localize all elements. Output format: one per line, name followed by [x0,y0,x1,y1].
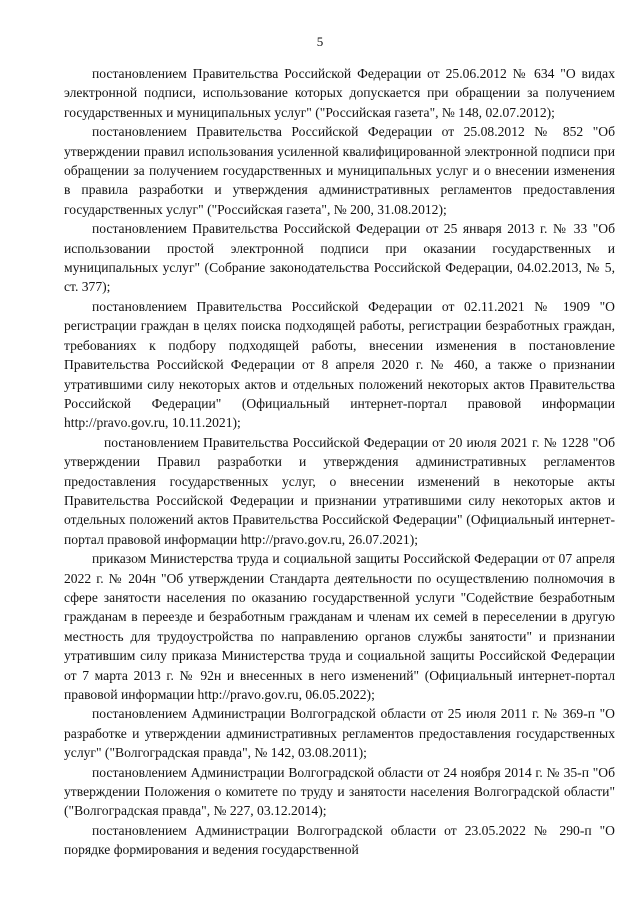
paragraph-decree-1228: постановлением Правительства Российской Федерации от 20 июля 2021 г. № 1228 "Об утверждении Правил разработки и утверждения административных регламентов предоставления государственных услуг, о внесении изменений в некоторые акты Правительства Российской Федерации и признании утратившими силу некоторых актов и отдельных положений актов Правительства Российской Федерации" (Официальный интернет-портал правовой информации http://pravo.gov.ru, 26.07.2021); [64,434,615,547]
paragraph-decree-290p: постановлением Администрации Волгоградской области от 23.05.2022 № 290-п "О порядке формирования и ведения государственной [64,822,615,858]
paragraph-order-204n: приказом Министерства труда и социальной защиты Российской Федерации от 07 апреля 2022 г. № 204н "Об утверждении Стандарта деятельности по осуществлению полномочия в сфере занятости населения по оказанию государственной услуги "Содействие безработным гражданам в переезде и безработным гражданам и членам их семей в переселении в другую местность для трудоустройства по направлению органов службы занятости" и признании утратившим силу приказа Министерства труда и социальной защиты Российской Федерации от 7 марта 2013 г. № 92н и внесенных в него изменений" (Официальный интернет-портал правовой информации http://pravo.gov.ru, 06.05.2022); [64,551,615,702]
document-body [64,64,615,860]
page-number: 5 [316,34,324,49]
paragraph-decree-33: постановлением Правительства Российской Федерации от 25 января 2013 г. № 33 "Об использовании простой электронной подписи при оказании государственных и муниципальных услуг" (Собрание законодательства Российской Федерации, 04.02.2013, № 5, ст. 377); [64,221,615,295]
paragraph-decree-852: постановлением Правительства Российской Федерации от 25.08.2012 № 852 "Об утверждении правил использования усиленной квалифицированной электронной подписи при обращении за получением государственных и муниципальных услуг и о внесении изменения в правила разработки и утверждения административных регламентов предоставления государственных услуг" ("Российская газета", № 200, 31.08.2012); [64,124,615,217]
paragraph-decree-369p: постановлением Администрации Волгоградской области от 25 июля 2011 г. № 369-п "О разработке и утверждении административных регламентов предоставления государственных услуг" ("Волгоградская правда", № 142, 03.08.2011); [64,706,615,761]
paragraph-decree-1909: постановлением Правительства Российской Федерации от 02.11.2021 № 1909 "О регистрации граждан в целях поиска подходящей работы, регистрации безработных граждан, требованиях к подбору подходящей работы, внесении изменения в постановление Правительства Российской Федерации от 8 апреля 2020 г. № 460, а также о признании утратившими силу некоторых актов и отдельных положений некоторых актов Правительства Российской Федерации" (Официальный интернет-портал правовой информации http://pravo.gov.ru, 10.11.2021); [64,298,615,431]
paragraph-decree-634: постановлением Правительства Российской Федерации от 25.06.2012 № 634 "О видах электронной подписи, использование которых допускается при обращении за получением государственных и муниципальных услуг" ("Российская газета", № 148, 02.07.2012); [64,66,615,120]
paragraph-decree-35p: постановлением Администрации Волгоградской области от 24 ноября 2014 г. № 35-п "Об утверждении Положения о комитете по труду и занятости населения Волгоградской области" ("Волгоградская правда", № 227, 03.12.2014); [64,764,615,819]
